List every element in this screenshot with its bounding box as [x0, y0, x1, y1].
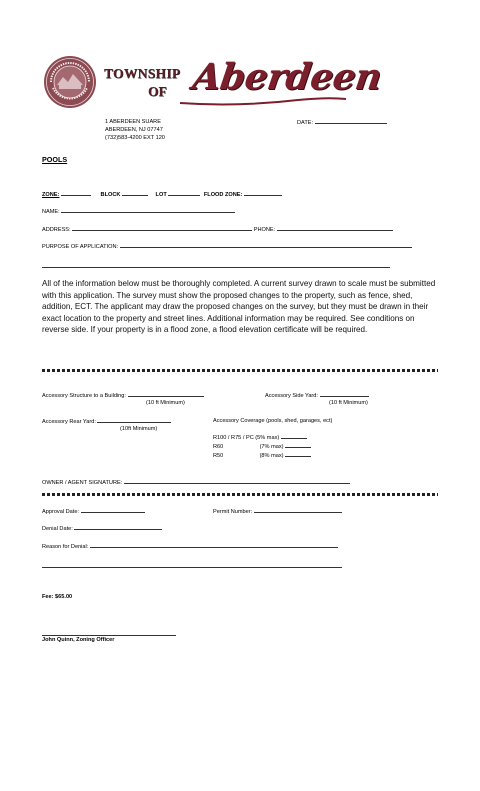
address-line-2: ABERDEEN, NJ 07747 [105, 127, 163, 133]
address-row [42, 226, 393, 234]
accessory-rear-label: Accessory Rear Yard: [42, 419, 96, 425]
purpose-input-line-2[interactable] [42, 267, 390, 268]
coverage-label: Accessory Coverage (pools, shed, garages, ect) [213, 418, 333, 424]
date-label: DATE: [297, 120, 314, 126]
denial-input-line[interactable] [74, 525, 162, 530]
coverage-max: (5% max) [255, 435, 280, 441]
permit-row [213, 508, 342, 516]
name-label: NAME: [42, 209, 60, 215]
approval-input-line[interactable] [81, 508, 145, 513]
divider-1 [42, 369, 438, 372]
zone-input-line[interactable] [61, 191, 91, 196]
lot-input-line[interactable] [168, 191, 200, 196]
coverage-max: (7% max) [259, 444, 284, 450]
permit-label: Permit Number: [213, 509, 253, 515]
coverage-input-line[interactable] [285, 443, 311, 448]
coverage-row-1 [213, 434, 307, 442]
name-input-line[interactable] [61, 208, 235, 213]
date-field[interactable] [297, 119, 387, 127]
zone-row [42, 191, 282, 199]
permit-input-line[interactable] [254, 508, 342, 513]
denial-label: Denial Date: [42, 526, 73, 532]
signature-input-line[interactable] [124, 479, 350, 484]
block-label: BLOCK [100, 192, 121, 198]
approval-row [42, 508, 145, 516]
accessory-structure-input-line[interactable] [128, 392, 204, 397]
accessory-rear-row [42, 418, 171, 426]
township-seal-icon [43, 55, 97, 109]
reason-label: Reason for Denial: [42, 544, 89, 550]
logo-aberdeen-script: Aberdeen [190, 56, 385, 98]
coverage-zone: R60 [213, 444, 224, 450]
flood-zone-label: FLOOD ZONE: [203, 192, 243, 198]
accessory-structure-label: Accessory Structure to a Building: [42, 393, 126, 399]
logo-township-text: TOWNSHIP [104, 66, 181, 81]
accessory-structure-row [42, 392, 204, 400]
purpose-label: PURPOSE OF APPLICATION: [42, 244, 119, 250]
logo-swash-icon [178, 95, 348, 107]
phone-input-line[interactable] [277, 226, 393, 231]
logo-of-text: OF [148, 84, 167, 99]
instructions-paragraph: All of the information below must be thoroughly completed. A current survey drawn to scale must be submitted with this application. The survey must show the proposed changes to the property, such as fence, shed, addition, ECT. The applicant may draw the proposed changes on the survey, but they must be drawn in their exact location to the property and street lines. Additional information may be required. See conditions on reverse side. If your property is in a flood zone, a flood elevation certificate will be required. [42, 279, 436, 335]
coverage-input-line[interactable] [281, 434, 307, 439]
coverage-max: (8% max) [259, 453, 284, 459]
reason-input-line-2[interactable] [42, 567, 342, 568]
purpose-input-line[interactable] [120, 243, 412, 248]
address-line-3: (732)583-4200 EXT 120 [105, 135, 165, 141]
coverage-input-line[interactable] [285, 452, 311, 457]
reason-row [42, 543, 338, 551]
accessory-side-note: (10 ft Minimum) [329, 400, 368, 406]
coverage-zone: R100 / R75 / PC [213, 435, 254, 441]
officer-signature-line[interactable] [42, 635, 176, 636]
lot-label: LOT [155, 192, 167, 198]
accessory-side-label: Accessory Side Yard: [265, 393, 318, 399]
accessory-rear-input-line[interactable] [97, 418, 171, 423]
date-line [315, 119, 387, 124]
purpose-row [42, 243, 412, 251]
divider-2 [42, 493, 438, 496]
block-input-line[interactable] [122, 191, 148, 196]
page-title: POOLS [42, 155, 68, 164]
address-line-1: 1 ABERDEEN SUARE [105, 119, 161, 125]
address-input-line[interactable] [72, 226, 252, 231]
approval-label: Approval Date: [42, 509, 80, 515]
flood-zone-input-line[interactable] [244, 191, 282, 196]
officer-name: John Quinn, Zoning Officer [42, 637, 115, 643]
denial-row [42, 525, 162, 533]
name-row [42, 208, 235, 216]
reason-input-line[interactable] [90, 543, 338, 548]
phone-label: PHONE: [253, 227, 276, 233]
signature-row [42, 479, 350, 487]
coverage-row-2 [213, 443, 311, 451]
accessory-rear-note: (10ft Minimum) [120, 426, 158, 432]
coverage-zone: R50 [213, 453, 224, 459]
fee-text: Fee: $65.00 [42, 594, 73, 600]
address-label: ADDRESS: [42, 227, 71, 233]
coverage-row-3 [213, 452, 311, 460]
accessory-structure-note: (10 ft Minimum) [146, 400, 185, 406]
accessory-side-input-line[interactable] [320, 392, 369, 397]
accessory-side-row [265, 392, 369, 400]
zone-label: ZONE: [42, 192, 60, 198]
signature-label: OWNER / AGENT SIGNATURE: [42, 480, 123, 486]
